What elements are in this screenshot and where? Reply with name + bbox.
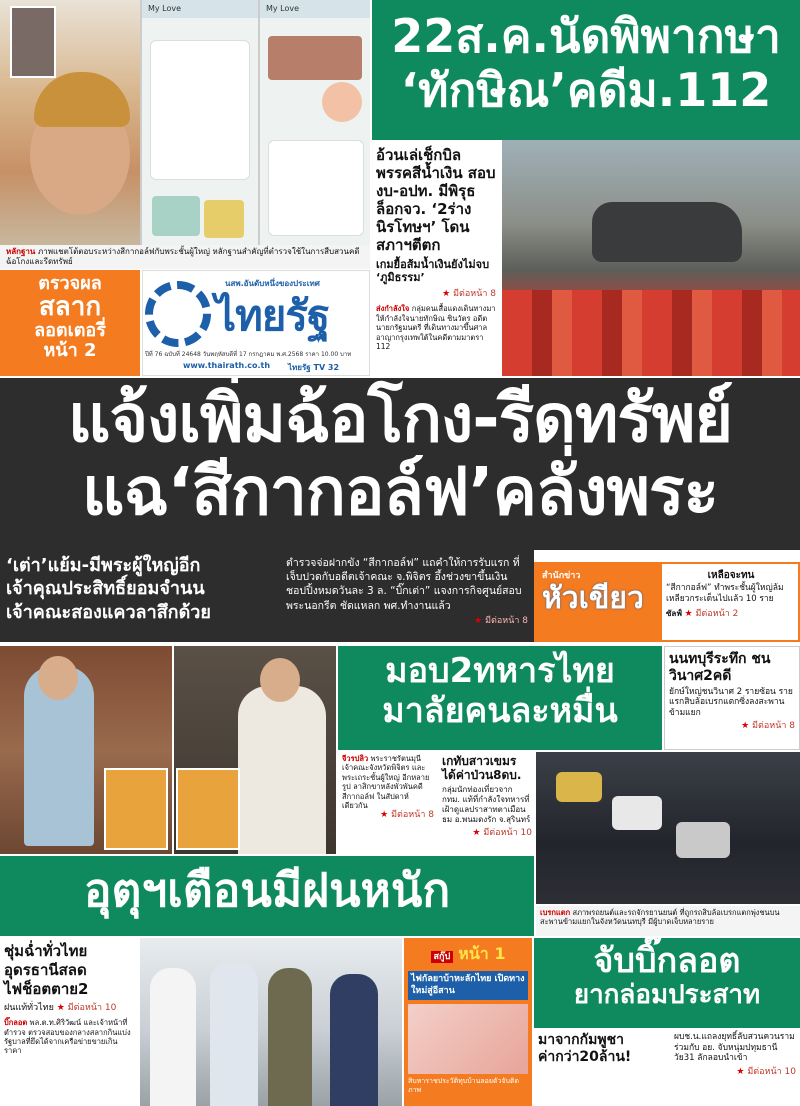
lottery-box[interactable] [0, 270, 140, 376]
page5-badge-row [408, 942, 528, 967]
headline-line: 22ส.ค.นัดพิพากษา [391, 9, 781, 63]
cambodia-headline: เกทับสาวเขมร ได้ค่าป่วน8ดบ. [442, 754, 522, 783]
top-caption [0, 245, 370, 269]
page5-teaser[interactable] [404, 938, 532, 1106]
caption-title: จีวรปลิว [342, 754, 369, 763]
lottery-line: สลาก [38, 291, 102, 322]
lottery-line: หน้า 2 [43, 339, 97, 361]
nonthaburi-story [664, 646, 800, 750]
huakhiao-sub: เหลือจะทน [707, 570, 755, 581]
flood-line: ชุ่มฉ่ำทั่วไทย [4, 942, 88, 960]
monk-portrait-inset [104, 768, 168, 850]
car [612, 796, 662, 830]
caption-text: ภาพแชตโต้ตอบระหว่างสีกากอล์ฟกับพระชั้นผู้ใหญ่ หลักฐานสำคัญที่ตำรวจใช้ในการสืบสวนคดีฉ้อโกงและรีดทรัพย์ [6, 247, 360, 267]
nonthaburi-headline: นนทบุรีระทึก ชนวินาศ2คดี [669, 651, 771, 684]
page5-photo [408, 1004, 528, 1074]
flood-more: ★ มีต่อหน้า 10 [57, 1003, 117, 1013]
chat-photo [268, 36, 362, 80]
main-deck [0, 550, 280, 642]
main-headline-line1: แจ้งเพิ่มฉ้อโกง-รีดทรัพย์ [67, 380, 733, 457]
chat-header: My Love [260, 0, 370, 18]
lotto-bust-body-wrap [674, 1032, 796, 1078]
chat-screenshot-1 [140, 0, 258, 245]
flood-footer [4, 1000, 134, 1014]
huakhiao-text: “สีกากอล์ฟ” ทำพระชั้นผู้ใหญ่ล้มเหลียวกระเด็นไปแล้ว 10 ราย [666, 583, 784, 604]
police-photo [140, 938, 402, 1106]
masthead-issue: ปีที่ 76 ฉบับที่ 24648 วันพฤหัสบดีที่ 17 กรกฎาคม พ.ศ.2568 ราคา 10.00 บาท [145, 351, 352, 358]
monk-photo-2 [174, 646, 336, 854]
monk-head [260, 658, 300, 702]
soldiers-line: มาลัยคนละหมื่น [382, 690, 618, 731]
inset-portrait [10, 6, 56, 78]
crash-caption [536, 906, 800, 936]
main-more: ★ มีต่อหน้า 8 [286, 613, 528, 627]
caption-text: พล.ต.ท.ศิริวัฒน์ และเจ้าหน้าที่ตำรวจ ตรวจสอบของกลางสลากกินแบ่งรัฐบาลที่ยึดได้จากเครือข่ายขายเกินราคา [4, 1018, 131, 1056]
flood-sub: ฝนแท้ทั่วไทย [4, 1003, 54, 1014]
huakhiao-logo-block [536, 564, 662, 640]
caption-title: ส่งกำลังใจ [376, 304, 410, 314]
officer [150, 968, 196, 1106]
lotto-bust-body: ผบช.น.แถลงยุทธิ์ลับสวนควนราม ร่วมกับ อย. จับหนุ่มปทุมธานีวัย31 ลักลอบนำเข้า [674, 1032, 795, 1064]
main-body-text: ตำรวจจ่อฝากขัง “สีกากอล์ฟ” แถคำให้การรับแรก ที่เจ็บปวดกับอดีตเจ้าคณะ จ.พิจิตร อึ้งช่วงขาขึ้นเงินชอปปิ้งหมดวันละ 3 ล. “บิ๊กเต่า” แจงการกิจศูนย์สอบพระนอกรีต ชัดแหลก พศ.ทำงานแล้ว [286, 557, 522, 612]
main-body [280, 550, 534, 642]
officer [330, 974, 378, 1106]
caption-title: หลักฐาน [6, 247, 36, 256]
huakhiao-sign: ซัลฟ์ [666, 609, 682, 619]
caption-title: บิ๊กลอต [4, 1018, 28, 1028]
soldiers-headline [338, 646, 662, 750]
crash-photo [536, 752, 800, 904]
cambodia-story [440, 752, 534, 854]
lotto-bust-line: มาจากกัมพูชา [538, 1032, 624, 1048]
soldiers-line: มอบ2ทหารไทย [385, 651, 615, 691]
lotto-bust-line: จับบิ๊กลอต [593, 941, 741, 981]
nonthaburi-body: ยักษ์ใหญ่ชนวินาศ 2 รายซ้อน รายแรกสิบล้อเบรกแตกซิ่งลงสะพานข้ามแยก [669, 686, 793, 718]
deck-line: ‘เต่า’แย้ม-มีพระผู้ใหญ่อีก [6, 555, 201, 576]
car [556, 772, 602, 802]
huakhiao-more: ★ มีต่อหน้า 2 [685, 609, 739, 619]
lotto-bust-line: ยากล่อมประสาท [573, 979, 761, 1010]
headline-line: ‘ทักษิณ’คดีม.112 [400, 63, 772, 118]
monk-photo-1 [0, 646, 172, 854]
politics-photo-caption [376, 304, 496, 351]
masthead-logo: ไทยรัฐ [215, 291, 330, 340]
main-headline-band [0, 378, 800, 550]
caption-text: พระราชรัตนมุนี เจ้าคณะจังหวัดพิจิตร และพระเถระชั้นผู้ใหญ่ อีกหลายรูป ลาสิกขาหลังพัวพันคดีสีกากอล์ฟ ในสัปดาห์เดียวกัน [342, 754, 430, 810]
red-shirts-photo [502, 140, 800, 376]
lotto-bust-line: ค่ากว่า20ล้าน! [538, 1048, 632, 1065]
rain-headline-text: อุตุฯเตือนมีฝนหนัก [83, 863, 451, 917]
politics-story [372, 140, 500, 376]
lotto-bust-story [534, 1028, 800, 1106]
caption-text: กลุ่มคนเสื้อแดงเดินทางมาให้กำลังใจนายทักษิณ ชินวัตร อดีตนายกรัฐมนตรี ที่เดินทางมาขึ้นศาลอาญากรุงเทพใต้ในคดีตามมาตรา 112 [376, 304, 496, 351]
car [592, 202, 742, 262]
rain-headline [0, 856, 534, 936]
politics-more: ★ มีต่อหน้า 8 [376, 286, 496, 300]
politics-sub: เกมยื้อส้มน้ำเงินยังไม่จบ ‘ภูมิธรรม’ [376, 258, 490, 285]
crowd [502, 290, 800, 376]
flood-line: อุดรธานีสลด [4, 960, 87, 979]
huakhiao-content [666, 568, 796, 620]
page5-caption: สิบหาราชประวัติทุบบ้านลอยตัวจับติดภาพ [408, 1077, 520, 1094]
deck-line: เจ้าคุณประสิทธิ์ยอมจำนน [6, 578, 205, 600]
masthead-tagline: นสพ.อันดับหนึ่งของประเทศ [225, 279, 320, 288]
flood-line: ไฟช็อตตาย2 [4, 979, 89, 998]
caption-text: สภาพรถยนต์และรถจักรยานยนต์ ที่ถูกรถสิบล้อเบรกแตกพุ่งชนบนสะพานข้ามแยกในจังหวัดนนทบุรี มีผู้บาดเจ็บหลายราย [540, 908, 780, 927]
lotto-bust-sub [538, 1032, 670, 1066]
lotto-bust-headline [534, 938, 800, 1028]
beanie [34, 72, 130, 127]
huakhiao-footer [666, 606, 796, 620]
flood-story [0, 938, 138, 1106]
huakhiao-box [534, 562, 800, 642]
chat-bubble [150, 40, 250, 180]
politics-headline: อ้วนเล่เช็กบิล พรรคสีน้ำเงิน สอบงบ-อปท. มีพิรุธล็อกจว. ‘2ร่างนิรโทษฯ’ โดนสภาฯตีตก [376, 146, 496, 254]
page5-title: ไฟกัลยาบ้าหะลักไทย เปิดทางใหม่สู่อีสาน [408, 971, 528, 1000]
chat-bubble [268, 140, 364, 236]
chat-sticker [152, 196, 200, 236]
cambodia-body: กลุ่มนักท่องเที่ยวจาก กทม. แท้ที่กำลังใจทหารที่เฝ้าดูแลปราสาทตาเมือนธม อ.พนมดงรัก จ.สุรินทร์ [442, 784, 531, 824]
car [676, 822, 730, 858]
monk-figure [238, 686, 326, 854]
masthead [142, 270, 370, 376]
main-headline-line2: แฉ‘สีกากอล์ฟ’คลั่งพระ [82, 453, 718, 531]
nonthaburi-more: ★ มีต่อหน้า 8 [669, 718, 795, 732]
caption-title: เบรกแตก [540, 908, 571, 917]
chat-sticker [322, 82, 362, 122]
top-photo-woman [0, 0, 140, 245]
lotto-bust-more: ★ มีต่อหน้า 10 [674, 1064, 796, 1078]
lottery-line: ตรวจผล [38, 273, 102, 294]
monk-portrait-inset [176, 768, 240, 850]
cambodia-more: ★ มีต่อหน้า 10 [442, 825, 532, 839]
arrest-more: ★ มีต่อหน้า 8 [342, 810, 434, 821]
arrest-caption [338, 752, 438, 854]
headline-thaksin [372, 0, 800, 140]
officer [210, 962, 258, 1106]
huakhiao-logo: หัวเขียว [542, 581, 644, 616]
buddha-sticker [204, 200, 244, 238]
chat-screenshot-2 [258, 0, 370, 245]
gear-logo-icon [145, 281, 211, 347]
officer [268, 968, 312, 1106]
deck-line: เจ้าคณะสองแควลาสึกด้วย [6, 601, 211, 623]
huakhiao-label: สำนักข่าว [542, 571, 581, 581]
flood-caption [4, 1018, 134, 1056]
masthead-website[interactable]: www.thairath.co.th [183, 361, 271, 370]
masthead-tv: ไทยรัฐ TV 32 [288, 363, 340, 372]
lottery-line: ลอตเตอรี่ [34, 320, 106, 342]
page5-page: หน้า 1 [458, 944, 506, 963]
monk-head [38, 656, 78, 700]
page5-badge: สกู๊ป [431, 951, 454, 963]
chat-header: My Love [142, 0, 258, 18]
